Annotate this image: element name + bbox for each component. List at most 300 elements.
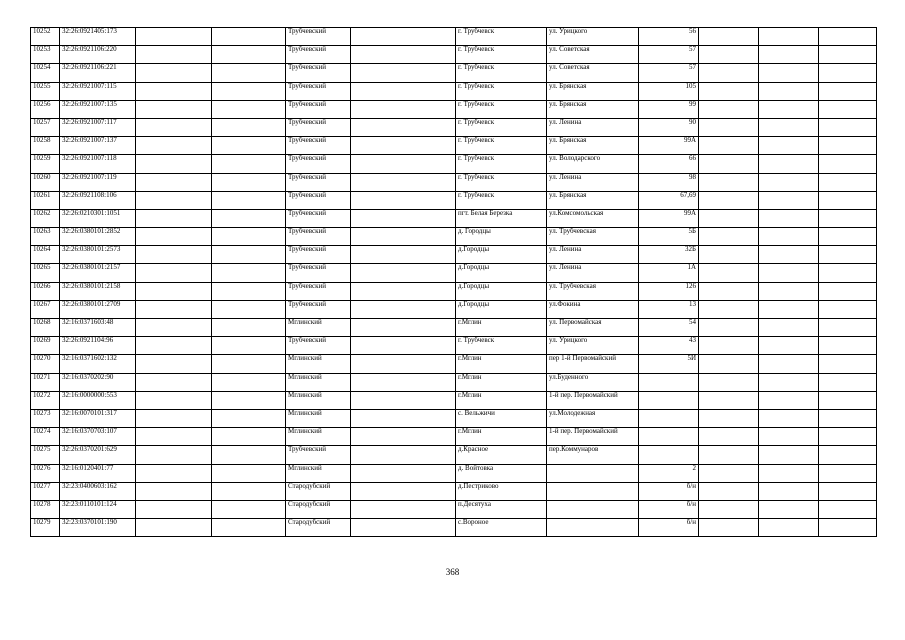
table-cell [351, 118, 456, 136]
table-cell: ул. Брянская [547, 82, 639, 100]
table-cell [547, 464, 639, 482]
table-row [31, 155, 877, 173]
table-cell: 43 [639, 337, 699, 355]
table-cell [351, 519, 456, 537]
table-cell [136, 428, 212, 446]
table-cell [699, 409, 759, 427]
table-cell: г. Трубчевск [456, 46, 547, 64]
table-cell: 10275 [31, 446, 60, 464]
table-cell [212, 264, 286, 282]
table-cell: п.Десятуха [456, 500, 547, 518]
table-cell: 66 [639, 155, 699, 173]
table-row [31, 500, 877, 518]
table-cell: 10273 [31, 409, 60, 427]
table-cell: ул. Советская [547, 64, 639, 82]
table-cell [212, 464, 286, 482]
table-cell [212, 300, 286, 318]
table-cell [759, 137, 819, 155]
table-cell: д. Городцы [456, 228, 547, 246]
table-cell [212, 246, 286, 264]
table-cell [819, 28, 877, 46]
table-cell: Трубчевский [286, 118, 351, 136]
table-cell [639, 428, 699, 446]
table-cell: 32:16:0370703:107 [60, 428, 136, 446]
table-cell [699, 391, 759, 409]
table-cell [759, 391, 819, 409]
table-cell [759, 228, 819, 246]
table-cell: ул. Ленина [547, 118, 639, 136]
table-cell: 32:26:0921108:106 [60, 191, 136, 209]
table-cell: 10267 [31, 300, 60, 318]
table-cell: Стародубский [286, 500, 351, 518]
table-cell: Трубчевский [286, 64, 351, 82]
table-cell: 10274 [31, 428, 60, 446]
table-cell: 10271 [31, 373, 60, 391]
table-cell [136, 391, 212, 409]
table-cell [759, 46, 819, 64]
table-cell: 32:26:0921007:115 [60, 82, 136, 100]
table-cell: 57 [639, 64, 699, 82]
table-cell: 32:23:0110101:124 [60, 500, 136, 518]
table-cell [699, 282, 759, 300]
table-cell [699, 355, 759, 373]
table-row [31, 46, 877, 64]
table-cell [759, 337, 819, 355]
table-cell [819, 500, 877, 518]
table-cell [759, 191, 819, 209]
table-cell [699, 118, 759, 136]
table-cell: 10256 [31, 100, 60, 118]
table-cell [212, 228, 286, 246]
table-row [31, 319, 877, 337]
table-cell: 32:16:0000000:553 [60, 391, 136, 409]
table-cell [699, 246, 759, 264]
table-cell [136, 482, 212, 500]
table-cell: г.Мглин [456, 428, 547, 446]
table-cell [136, 191, 212, 209]
table-cell: Трубчевский [286, 28, 351, 46]
table-cell: ул. Брянская [547, 137, 639, 155]
table-cell [212, 519, 286, 537]
table-cell [212, 82, 286, 100]
table-cell: 10259 [31, 155, 60, 173]
table-cell [639, 391, 699, 409]
table-cell [819, 155, 877, 173]
table-cell: ул. Трубчевская [547, 228, 639, 246]
table-cell [759, 64, 819, 82]
table-cell: Мглинский [286, 391, 351, 409]
table-cell: 99А [639, 137, 699, 155]
table-cell: 67,69 [639, 191, 699, 209]
table-cell: 10268 [31, 319, 60, 337]
table-cell: Мглинский [286, 409, 351, 427]
table-cell [759, 118, 819, 136]
table-cell: 105 [639, 82, 699, 100]
table-cell: 10261 [31, 191, 60, 209]
table-cell [212, 46, 286, 64]
table-cell [351, 100, 456, 118]
table-cell: ул. Володарского [547, 155, 639, 173]
table-cell [759, 464, 819, 482]
table-cell: д.Городцы [456, 300, 547, 318]
table-cell: Трубчевский [286, 209, 351, 227]
table-cell [212, 337, 286, 355]
table-cell [212, 209, 286, 227]
table-row [31, 428, 877, 446]
table-cell: г. Трубчевск [456, 28, 547, 46]
table-cell [136, 464, 212, 482]
table-cell [351, 446, 456, 464]
table-cell [699, 191, 759, 209]
table-cell: 32:23:0400603:162 [60, 482, 136, 500]
table-cell: 57 [639, 46, 699, 64]
table-cell [639, 409, 699, 427]
table-cell [819, 428, 877, 446]
table-cell: 32:26:0380101:2158 [60, 282, 136, 300]
table-cell: Трубчевский [286, 337, 351, 355]
table-cell [212, 118, 286, 136]
table-cell: 10266 [31, 282, 60, 300]
table-cell [699, 228, 759, 246]
table-cell [212, 391, 286, 409]
table-cell [759, 209, 819, 227]
table-cell [212, 173, 286, 191]
table-cell: Трубчевский [286, 282, 351, 300]
table-cell: 32:26:0921106:220 [60, 46, 136, 64]
table-cell [136, 82, 212, 100]
table-cell: Мглинский [286, 464, 351, 482]
table-cell: Стародубский [286, 519, 351, 537]
table-cell [136, 355, 212, 373]
table-cell: 10263 [31, 228, 60, 246]
table-cell [759, 500, 819, 518]
table-cell [136, 100, 212, 118]
table-cell [351, 428, 456, 446]
table-cell: 32:26:0921007:117 [60, 118, 136, 136]
table-cell [699, 100, 759, 118]
table-row [31, 300, 877, 318]
table-row [31, 373, 877, 391]
table-cell: 32:26:0921405:173 [60, 28, 136, 46]
table-cell [351, 409, 456, 427]
table-cell [212, 100, 286, 118]
table-cell: ул.Комсомольская [547, 209, 639, 227]
table-cell [136, 137, 212, 155]
table-cell [212, 482, 286, 500]
table-cell: Трубчевский [286, 446, 351, 464]
table-cell: Трубчевский [286, 228, 351, 246]
table-cell [819, 173, 877, 191]
table-cell: д.Городцы [456, 264, 547, 282]
table-cell [759, 28, 819, 46]
table-cell [699, 173, 759, 191]
table-cell: 10270 [31, 355, 60, 373]
table-cell: Трубчевский [286, 264, 351, 282]
table-cell [759, 319, 819, 337]
table-cell [819, 446, 877, 464]
table-cell: д.Пестриково [456, 482, 547, 500]
table-cell: д.Красное [456, 446, 547, 464]
registry-table [30, 27, 877, 537]
table-cell: Мглинский [286, 319, 351, 337]
table-row [31, 28, 877, 46]
table-cell: 32:26:0380101:2852 [60, 228, 136, 246]
registry-body [31, 28, 877, 537]
table-cell [759, 409, 819, 427]
table-cell: 32:26:0921007:137 [60, 137, 136, 155]
table-cell [212, 64, 286, 82]
table-cell [547, 482, 639, 500]
table-cell: пер.Коммунаров [547, 446, 639, 464]
table-cell [819, 300, 877, 318]
table-cell [819, 64, 877, 82]
table-cell: 99 [639, 100, 699, 118]
table-cell: ул. Брянская [547, 191, 639, 209]
table-cell [699, 155, 759, 173]
table-cell [212, 319, 286, 337]
table-cell [699, 428, 759, 446]
table-cell [819, 464, 877, 482]
table-row [31, 337, 877, 355]
table-cell [759, 482, 819, 500]
table-cell: г. Трубчевск [456, 100, 547, 118]
table-cell [699, 46, 759, 64]
table-cell [819, 337, 877, 355]
table-cell: с.Вороное [456, 519, 547, 537]
table-row [31, 246, 877, 264]
table-cell [819, 46, 877, 64]
table-cell: г.Мглин [456, 319, 547, 337]
table-cell: 32:26:0921007:119 [60, 173, 136, 191]
table-cell [819, 191, 877, 209]
table-cell: г.Мглин [456, 391, 547, 409]
table-cell [136, 373, 212, 391]
table-cell: ул. Трубчевская [547, 282, 639, 300]
table-cell: 32:16:0371602:132 [60, 355, 136, 373]
table-cell: ул. Брянская [547, 100, 639, 118]
table-cell: 10278 [31, 500, 60, 518]
table-cell [212, 355, 286, 373]
table-cell [136, 519, 212, 537]
table-cell [351, 64, 456, 82]
table-cell [819, 137, 877, 155]
table-cell [136, 118, 212, 136]
table-cell [819, 209, 877, 227]
table-cell: 32:16:0120401:77 [60, 464, 136, 482]
table-cell: г. Трубчевск [456, 191, 547, 209]
table-cell: г.Мглин [456, 355, 547, 373]
table-cell: 10253 [31, 46, 60, 64]
table-cell: 32:26:0921007:135 [60, 100, 136, 118]
table-cell: 10265 [31, 264, 60, 282]
table-cell [819, 319, 877, 337]
table-row [31, 482, 877, 500]
table-cell [759, 264, 819, 282]
table-cell: 10260 [31, 173, 60, 191]
table-cell [351, 391, 456, 409]
table-row [31, 282, 877, 300]
table-cell: ул. Советская [547, 46, 639, 64]
table-cell: 98 [639, 173, 699, 191]
table-cell: ул. Ленина [547, 173, 639, 191]
table-cell [759, 446, 819, 464]
table-cell: 1А [639, 264, 699, 282]
table-cell [351, 191, 456, 209]
table-row [31, 100, 877, 118]
table-cell: 10257 [31, 118, 60, 136]
table-cell: Трубчевский [286, 82, 351, 100]
table-cell [351, 28, 456, 46]
table-row [31, 173, 877, 191]
table-cell: ул. Урицкого [547, 28, 639, 46]
table-cell: 10277 [31, 482, 60, 500]
table-cell [699, 264, 759, 282]
table-cell: ул. Урицкого [547, 337, 639, 355]
table-cell: 32:16:0370202:90 [60, 373, 136, 391]
table-cell: ул. Первомайская [547, 319, 639, 337]
table-cell [699, 446, 759, 464]
table-cell: г. Трубчевск [456, 155, 547, 173]
table-cell: 32:26:0380101:2709 [60, 300, 136, 318]
table-cell: 32:23:0370101:190 [60, 519, 136, 537]
table-cell: 32Б [639, 246, 699, 264]
table-cell [212, 28, 286, 46]
table-cell [351, 500, 456, 518]
table-cell: б/н [639, 519, 699, 537]
table-cell [351, 464, 456, 482]
table-cell [351, 228, 456, 246]
table-cell: 32:16:0371603:48 [60, 319, 136, 337]
table-cell [136, 409, 212, 427]
table-cell [212, 428, 286, 446]
table-cell: 1-й пер. Первомайский [547, 428, 639, 446]
table-cell [819, 264, 877, 282]
table-cell: д.Городцы [456, 282, 547, 300]
table-cell [759, 282, 819, 300]
table-cell: 10255 [31, 82, 60, 100]
table-cell: 56 [639, 28, 699, 46]
table-cell [819, 100, 877, 118]
table-cell [699, 28, 759, 46]
table-cell [351, 137, 456, 155]
table-cell: ул.Фокина [547, 300, 639, 318]
table-cell: 32:16:0070101:317 [60, 409, 136, 427]
table-cell [699, 337, 759, 355]
table-cell [351, 282, 456, 300]
table-row [31, 391, 877, 409]
table-cell: Мглинский [286, 428, 351, 446]
table-cell: б/н [639, 500, 699, 518]
table-cell [819, 118, 877, 136]
table-cell [212, 373, 286, 391]
table-cell [819, 391, 877, 409]
table-cell: ул. Ленина [547, 246, 639, 264]
table-cell [699, 319, 759, 337]
table-cell: 10264 [31, 246, 60, 264]
table-cell [212, 191, 286, 209]
table-cell [819, 373, 877, 391]
table-cell [136, 64, 212, 82]
table-cell: ул.Молодежная [547, 409, 639, 427]
table-row [31, 355, 877, 373]
table-cell: 13 [639, 300, 699, 318]
table-cell: 5И [639, 355, 699, 373]
table-row [31, 519, 877, 537]
table-cell: 10272 [31, 391, 60, 409]
table-row [31, 209, 877, 227]
table-cell [351, 82, 456, 100]
table-cell [351, 319, 456, 337]
table-cell: 90 [639, 118, 699, 136]
table-row [31, 264, 877, 282]
table-cell [699, 137, 759, 155]
table-cell: 126 [639, 282, 699, 300]
table-cell: 32:26:0921007:118 [60, 155, 136, 173]
table-cell [351, 373, 456, 391]
table-cell: Мглинский [286, 373, 351, 391]
table-cell [699, 464, 759, 482]
table-cell [759, 428, 819, 446]
table-cell: 10258 [31, 137, 60, 155]
table-cell: Трубчевский [286, 137, 351, 155]
table-cell [351, 46, 456, 64]
table-cell: Стародубский [286, 482, 351, 500]
table-cell [351, 482, 456, 500]
table-cell: 1-й пер. Первомайский [547, 391, 639, 409]
table-cell: 32:26:0380101:2573 [60, 246, 136, 264]
table-cell [759, 355, 819, 373]
table-cell: г. Трубчевск [456, 137, 547, 155]
table-cell [759, 82, 819, 100]
table-cell [699, 64, 759, 82]
table-cell: 99А [639, 209, 699, 227]
table-cell [351, 246, 456, 264]
table-cell [639, 373, 699, 391]
table-cell [136, 282, 212, 300]
table-cell [212, 137, 286, 155]
table-cell [351, 264, 456, 282]
table-cell [136, 28, 212, 46]
table-cell [351, 355, 456, 373]
table-cell [759, 173, 819, 191]
table-row [31, 82, 877, 100]
table-cell [639, 446, 699, 464]
table-cell [699, 519, 759, 537]
table-cell: Мглинский [286, 355, 351, 373]
table-cell [136, 500, 212, 518]
table-cell [547, 500, 639, 518]
table-cell [547, 519, 639, 537]
table-row [31, 409, 877, 427]
table-cell: Трубчевский [286, 173, 351, 191]
table-cell [136, 446, 212, 464]
table-cell [212, 155, 286, 173]
table-cell: 10252 [31, 28, 60, 46]
table-cell [819, 246, 877, 264]
table-cell: пгт. Белая Березка [456, 209, 547, 227]
table-row [31, 464, 877, 482]
table-cell [136, 264, 212, 282]
table-cell: Трубчевский [286, 155, 351, 173]
table-cell: ул. Ленина [547, 264, 639, 282]
table-cell: 32:26:0370201:629 [60, 446, 136, 464]
table-cell: Трубчевский [286, 300, 351, 318]
table-cell: Трубчевский [286, 191, 351, 209]
table-cell [699, 500, 759, 518]
table-cell: 10269 [31, 337, 60, 355]
table-cell [759, 373, 819, 391]
table-cell: Трубчевский [286, 100, 351, 118]
